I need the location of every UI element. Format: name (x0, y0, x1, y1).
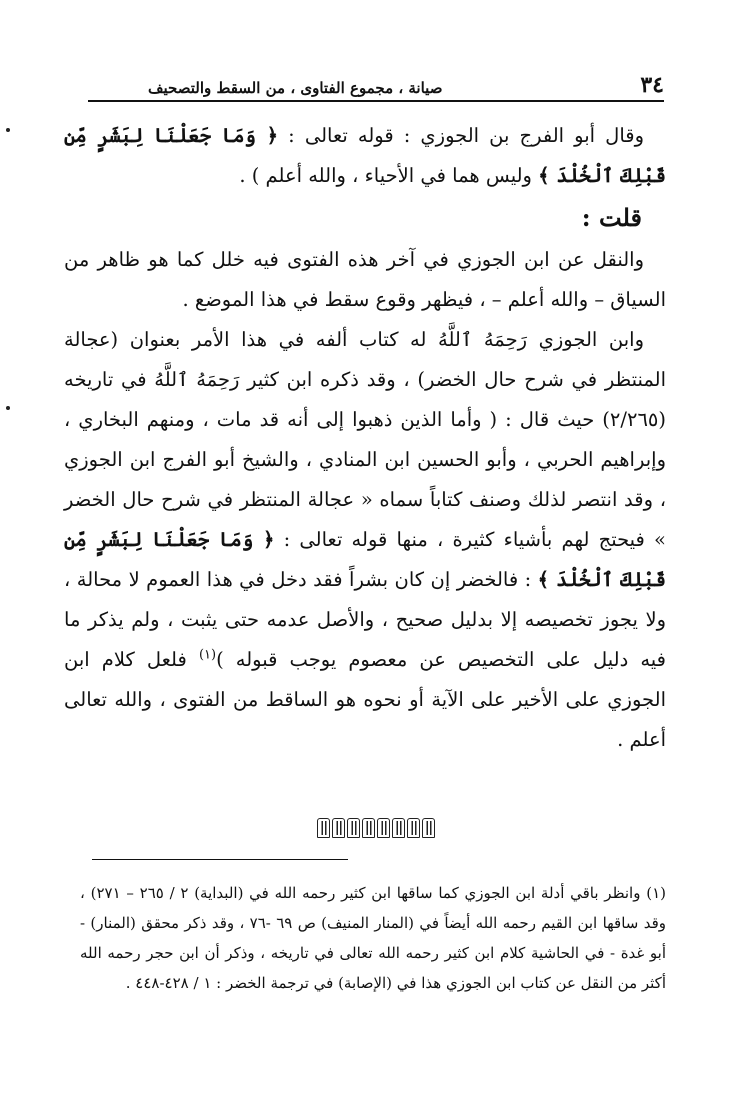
intro-line-end: وليس هما في الأحياء ، والله أعلم ) . (239, 164, 532, 187)
header-title: صيانة ، مجموع الفتاوى ، من السقط والتصحيف (148, 79, 443, 97)
paragraph-2-end: فلعل كلام ابن الجوزي على الأخير على الآية أو نحوه هو الساقط من الفتوى ، والله تعالى أعلم . (64, 648, 666, 751)
ornament-tile (377, 818, 390, 838)
section-ornament (0, 818, 752, 840)
intro-line: وقال أبو الفرج بن الجوزي : قوله تعالى : (288, 124, 645, 147)
ornament-tile (422, 818, 435, 838)
ornament-tile (332, 818, 345, 838)
scan-edge-mark (6, 406, 10, 410)
ornament-tile (317, 818, 330, 838)
quran-verse-1: ﴿ وَمَا جَعَلْنَا لِبَشَرٍ مِّن قَبْلِكَ ٱلْخُلْدَ ﴾ (64, 124, 666, 187)
ornament-tile (362, 818, 375, 838)
running-header (88, 62, 664, 102)
ornament-tile (392, 818, 405, 838)
ornament-tiles (317, 818, 435, 838)
footnote-reference: (١) (198, 647, 217, 663)
paragraph-2 (64, 320, 666, 760)
paragraph-quote-intro (64, 116, 666, 196)
page-number: ٣٤ (640, 72, 664, 98)
section-heading: قلت : (581, 203, 642, 232)
footnote-1: (١) وانظر باقي أدلة ابن الجوزي كما ساقها ابن كثير رحمه الله في (البداية) ٢ / ٢٦٥ – ٢٧١) ، وقد ساقها ابن القيم رحمه الله أيضاً في (المنار المنيف) ص ٦٩ -٧٦ ، وقد ذكر محقق (المنار) - أبو غدة - في الحاشية كلام ابن كثير رحمه الله تعالى في تاريخه ، وذكر أن ابن حجر رحمه الله أكثر من النقل عن كتاب ابن الجوزي هذا في (الإصابة) في ترجمة الخضر : ١ / ٤٢٨-٤٤٨ . (80, 884, 667, 992)
ornament-tile (347, 818, 360, 838)
paragraph-1: والنقل عن ابن الجوزي في آخر هذه الفتوى فيه خلل كما هو ظاهر من السياق – والله أعلم – ، فيظهر وقوع سقط في هذا الموضع . (64, 248, 666, 311)
ornament-tile (407, 818, 420, 838)
footnote-divider (92, 859, 348, 860)
paragraph-2-continued: : فالخضر إن كان بشراً فقد دخل في هذا العموم لا محالة ، ولا يجوز تخصيصه إلا بدليل صحيح ، والأصل عدمه حتى يثبت ، ولم يذكر ما فيه دليل على التخصيص عن معصوم يوجب قبوله ) (64, 568, 667, 671)
paragraph-2-text: وابن الجوزي رَحِمَهُ ٱللَّهُ له كتاب ألفه في هذا الأمر بعنوان (عجالة المنتظر في شرح حال الخضر) ، وقد ذكره ابن كثير رَحِمَهُ ٱللَّهُ في تاريخه (٢/٢٦٥) حيث قال : ( وأما الذين ذهبوا إلى أنه قد مات ، ومنهم البخاري ، وإبراهيم الحربي ، وأبو الحسين ابن المنادي ، والشيخ أبو الفرج ابن الجوزي ، وقد انتصر لذلك وصنف كتاباً سماه « عجالة المنتظر في شرح حال الخضر » فيحتج لهم بأشياء كثيرة ، منها قوله تعالى : (64, 328, 666, 551)
scan-edge-mark (6, 128, 10, 132)
footnotes (80, 878, 666, 998)
quran-verse-2: ﴿ وَمَا جَعَلْنَا لِبَشَرٍ مِّن قَبْلِكَ ٱلْخُلْدَ ﴾ (64, 528, 667, 591)
main-text (64, 116, 666, 760)
